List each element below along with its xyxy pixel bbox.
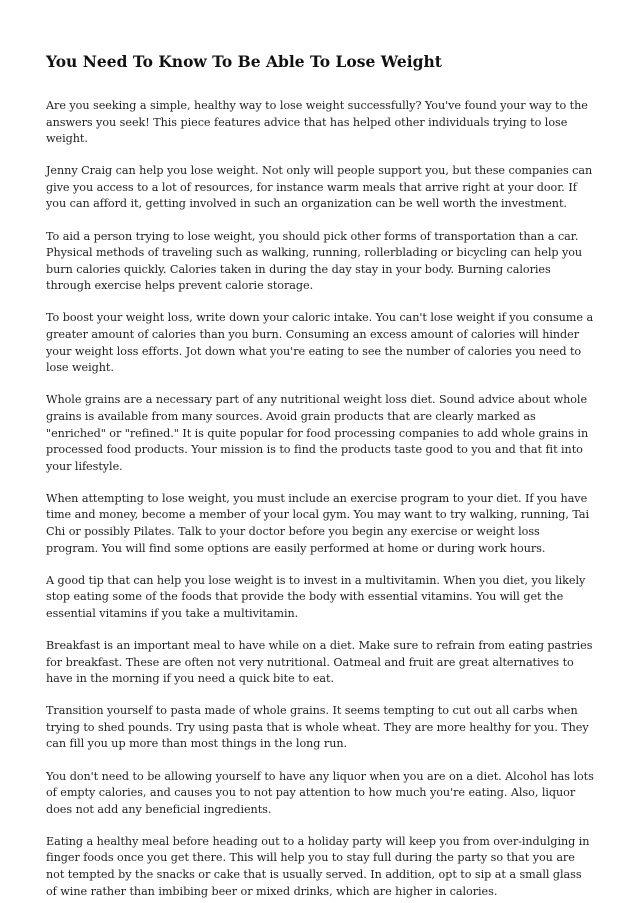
paragraph-caloric-intake: To boost your weight loss, write down your caloric intake. You can't lose weight if you consume a greater amount of calories than you burn. Consuming an excess amount of calories will hinder your weight loss efforts. Jot down what you're eating to see the number of calories you need to lose weight. — [46, 311, 594, 375]
paragraph-transportation: To aid a person trying to lose weight, you should pick other forms of transportation than a car. Physical methods of traveling such as walking, running, rollerblading or bicycling can help you burn calories quickly. Calories taken in during the day stay in your body. Burning calories through exercise helps prevent calorie storage. — [46, 229, 583, 293]
paragraph-jenny-craig: Jenny Craig can help you lose weight. Not only will people support you, but these companies can give you access to a lot of resources, for instance warm meals that arrive right at your door. If you can afford it, getting involved in such an organization can be well worth the investment. — [46, 164, 593, 211]
paragraph-holiday-party: Eating a healthy meal before heading out to a holiday party will keep you from over-indulging in finger foods once you get there. This will help you to stay full during the party so that you are not tempted by the snacks or cake that is usually served. In addition, opt to sip at a small glass of wine rather than imbibing beer or mixed drinks, which are higher in calories. — [46, 834, 590, 898]
document-title: You Need To Know To Be Able To Lose Weight — [46, 52, 442, 71]
paragraph-pasta: Transition yourself to pasta made of whole grains. It seems tempting to cut out all carbs when trying to shed pounds. Try using pasta that is whole wheat. They are more healthy for you. They can fill you up more than most things in the long run. — [46, 704, 589, 751]
paragraph-liquor: You don't need to be allowing yourself to have any liquor when you are on a diet. Alcohol has lots of empty calories, and causes you to not pay attention to how much you're eating. Also, liquor does not add any beneficial ingredients. — [46, 769, 594, 816]
paragraph-breakfast: Breakfast is an important meal to have while on a diet. Make sure to refrain from eating pastries for breakfast. These are often not very nutritional. Oatmeal and fruit are great alternatives to have in the morning if you need a quick bite to eat. — [46, 638, 593, 686]
paragraph-whole-grains: Whole grains are a necessary part of any nutritional weight loss diet. Sound advice about whole grains is available from many sources. Avoid grain products that are clearly marked as "enriched" or "refined." It is quite popular for food processing companies to add whole grains in processed food products. Your mission is to find the products taste good to you and that fit into your lifestyle. — [46, 393, 589, 473]
paragraph-exercise: When attempting to lose weight, you must include an exercise program to your diet. If you have time and money, become a member of your local gym. You may want to try walking, running, Tai Chi or possibly Pilates. Talk to your doctor before you begin any exercise or weight loss program. You will find some options are easily performed at home or during work hours. — [46, 491, 590, 555]
paragraph-multivitamin: A good tip that can help you lose weight is to invest in a multivitamin. When you diet, you likely stop eating some of the foods that provide the body with essential vitamins. You will get the essential vitamins if you take a multivitamin. — [46, 573, 586, 620]
paragraph-intro: Are you seeking a simple, healthy way to lose weight successfully? You've found your way to the answers you seek! This piece features advice that has helped other individuals trying to lose weight. — [46, 99, 588, 146]
